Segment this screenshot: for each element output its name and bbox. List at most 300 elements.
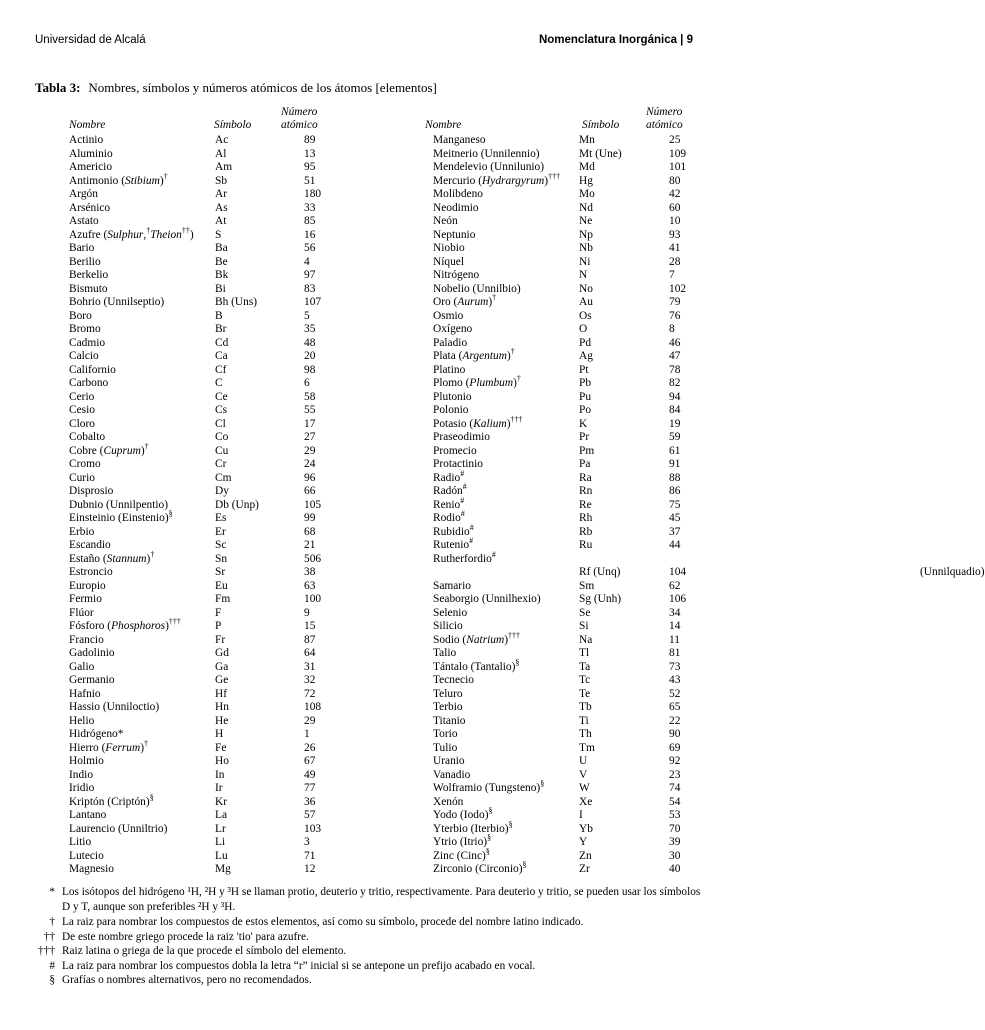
element-name: Neón: [433, 215, 458, 227]
element-symbol: Xe: [579, 795, 593, 808]
element-name: Cobre (Cuprum)†: [69, 441, 149, 457]
element-symbol: He: [215, 714, 229, 727]
element-symbol: Bi: [215, 282, 226, 295]
table-row: [0, 792, 728, 810]
col-symbol-right: Símbolo: [582, 119, 620, 131]
atomic-number: 13: [304, 147, 316, 160]
element-symbol: Bk: [215, 269, 229, 281]
atomic-number: 22: [669, 714, 681, 727]
element-name: Tántalo (Tantalio)§: [433, 657, 520, 673]
element-symbol: Sm: [579, 579, 595, 592]
atomic-number: 77: [304, 782, 316, 794]
element-symbol: Po: [579, 404, 592, 416]
latin-name: Cuprum: [103, 444, 141, 457]
element-symbol: Pr: [579, 431, 590, 443]
element-symbol: Cf: [215, 363, 227, 376]
element-symbol: Ga: [215, 660, 229, 673]
element-name: Laurencio (Unniltrio): [69, 822, 168, 835]
atomic-number: 54: [669, 795, 681, 808]
element-name: Oxígeno: [433, 323, 473, 335]
element-name: Europio: [69, 579, 106, 592]
atomic-number: 42: [669, 188, 681, 200]
footnote-mark: †: [163, 171, 168, 181]
element-name: Yterbio (Iterbio)§: [433, 819, 513, 835]
element-name: Xenón: [433, 795, 464, 808]
footnote-mark: †††: [510, 414, 523, 424]
atomic-number: 73: [669, 660, 681, 673]
table-row: [0, 607, 728, 621]
element-symbol: Nd: [579, 201, 593, 214]
elements-table: [0, 106, 985, 877]
element-symbol: Pb: [579, 377, 592, 389]
atomic-number: 10: [669, 215, 681, 227]
element-name: Mercurio (Hydrargyrum)†††: [433, 171, 561, 187]
atomic-number: 75: [669, 498, 681, 511]
atomic-number: 87: [304, 633, 316, 646]
atomic-number: 30: [669, 849, 681, 862]
atomic-number: 88: [669, 471, 681, 484]
element-symbol: Sr: [215, 566, 226, 578]
element-symbol: Nb: [579, 242, 593, 254]
col-number-bottom-right: atómico: [646, 119, 683, 131]
table-row: [0, 458, 728, 472]
element-symbol: Sn: [215, 552, 228, 565]
element-symbol: Si: [579, 620, 589, 632]
element-symbol: Ne: [579, 215, 593, 227]
element-symbol: Lr: [215, 822, 226, 835]
caption-text: Nombres, símbolos y números atómicos de los átomos [elementos]: [88, 80, 437, 95]
element-symbol: Fm: [215, 593, 231, 605]
element-symbol: No: [579, 282, 593, 295]
atomic-number: 12: [304, 863, 316, 875]
element-name: Zirconio (Circonio)§: [433, 860, 527, 875]
element-symbol: Cd: [215, 336, 229, 349]
element-name: Kriptón (Criptón)§: [69, 792, 154, 808]
atomic-number: 72: [304, 687, 316, 700]
table-row: [0, 549, 728, 567]
element-symbol: Hn: [215, 701, 229, 713]
atomic-number: 66: [304, 485, 316, 497]
atomic-number: 506: [304, 552, 322, 565]
element-symbol: U: [579, 755, 588, 767]
table-row: [0, 566, 985, 580]
element-name: Rodio#: [433, 509, 465, 524]
atomic-number: 89: [304, 134, 316, 146]
element-name: Magnesio: [69, 863, 114, 875]
atomic-number: 102: [669, 282, 687, 295]
page-header: [35, 34, 693, 50]
element-name: Indio: [69, 768, 94, 781]
footnote: [0, 885, 728, 915]
table-row: [0, 148, 728, 162]
element-symbol: Br: [215, 323, 227, 335]
atomic-number: 11: [669, 633, 680, 646]
element-name: Plomo (Plumbum)†: [433, 374, 521, 389]
element-symbol: Au: [579, 296, 593, 308]
atomic-number: 34: [669, 606, 681, 619]
atomic-number: 9: [304, 606, 310, 619]
element-name: Erbio: [69, 525, 95, 538]
element-name: Francio: [69, 633, 104, 646]
atomic-number: 44: [669, 539, 681, 551]
element-name: Actinio: [69, 134, 104, 146]
element-name: Teluro: [433, 687, 463, 700]
table-row: [0, 441, 728, 459]
atomic-number: 46: [669, 336, 681, 349]
element-symbol: Ar: [215, 188, 228, 200]
atomic-number: 78: [669, 363, 681, 376]
element-name: Samario: [433, 579, 471, 592]
atomic-number: 68: [304, 525, 316, 538]
atomic-number: 97: [304, 269, 316, 281]
atomic-number: 28: [669, 255, 681, 268]
element-symbol: Ca: [215, 350, 228, 362]
element-symbol: Cl: [215, 417, 226, 430]
atomic-number: 38: [304, 566, 316, 578]
element-name: Iridio: [69, 782, 95, 794]
footnote-mark: †: [144, 441, 149, 451]
element-name: Dubnio (Unnilpentio): [69, 498, 169, 511]
element-name: Berilio: [69, 255, 101, 268]
atomic-number: 39: [669, 836, 681, 848]
footnote-mark: #: [469, 536, 474, 546]
element-symbol: F: [215, 606, 222, 619]
table-row: [0, 171, 728, 189]
atomic-number: 56: [304, 242, 316, 254]
element-symbol: I: [579, 809, 583, 821]
atomic-number: 16: [304, 228, 316, 241]
element-name: Flúor: [69, 606, 94, 619]
element-name: Holmio: [69, 755, 104, 767]
table-row: [0, 819, 728, 837]
atomic-number: 47: [669, 350, 681, 362]
element-symbol: Rb: [579, 525, 593, 538]
element-symbol: Tb: [579, 701, 592, 713]
element-name: Hidrógeno*: [69, 728, 124, 740]
atomic-number: 100: [304, 593, 322, 605]
element-symbol: Sg (Unh): [579, 593, 622, 605]
atomic-number: 37: [669, 525, 681, 538]
atomic-number: 25: [669, 134, 681, 146]
element-symbol: Te: [579, 687, 591, 700]
atomic-number: 70: [669, 822, 681, 835]
element-name: Disprosio: [69, 485, 114, 497]
element-name: Uranio: [433, 755, 465, 767]
latin-name: Kalium: [473, 417, 507, 430]
header-section: Nomenclatura Inorgánica | 9: [538, 34, 693, 46]
element-symbol: Rf (Unq): [579, 566, 621, 578]
atomic-number: 57: [304, 809, 316, 821]
element-symbol: Tm: [579, 741, 595, 754]
element-name: Hafnio: [69, 687, 101, 700]
col-symbol-left: Símbolo: [214, 119, 252, 131]
element-name: Niobio: [433, 242, 465, 254]
element-symbol: Cu: [215, 444, 229, 457]
footnote-text: Los isótopos del hidrógeno ¹H, ²H y ³H se llaman protio, deuterio y tritio, respectivamente. Para deuterio y tritio, se pueden usar los símbolos D y T, aunque son preferibles ²H y ³H.: [62, 886, 701, 913]
atomic-number: 93: [669, 228, 681, 241]
element-name: Estroncio: [69, 566, 113, 578]
footnote-text: La raiz para nombrar los compuestos de estos elementos, así como su símbolo, procede del nombre latino indicado.: [62, 916, 584, 928]
element-symbol: Db (Unp): [215, 498, 259, 511]
atomic-number: 32: [304, 674, 316, 686]
element-symbol: Mn: [579, 134, 595, 146]
col-name-left: Nombre: [69, 119, 106, 131]
footnote-mark: #: [491, 549, 496, 559]
element-name: Praseodimio: [433, 431, 490, 443]
atomic-number: 51: [304, 174, 316, 187]
element-name: Boro: [69, 309, 92, 322]
element-symbol: Zr: [579, 863, 590, 875]
atomic-number: 71: [304, 849, 316, 862]
atomic-number: 84: [669, 404, 681, 416]
footnote-mark: §: [540, 779, 545, 789]
table-row: [0, 536, 728, 553]
footnote-mark: †: [516, 374, 521, 384]
footnote-mark: ††: [181, 225, 190, 235]
table-row: [0, 728, 728, 742]
footnote-text: Grafías o nombres alternativos, pero no recomendados.: [62, 974, 312, 987]
atomic-number: 83: [304, 282, 316, 295]
element-name: Oro (Aurum)†: [433, 293, 497, 308]
element-name: Plutonio: [433, 390, 472, 403]
element-name: Argón: [69, 188, 98, 200]
element-name: Níquel: [433, 255, 465, 268]
atomic-number: 80: [669, 174, 681, 187]
element-symbol: Li: [215, 836, 226, 848]
element-symbol: At: [215, 215, 227, 227]
footnote-mark: †: [510, 347, 515, 357]
table-row: [0, 769, 728, 783]
atomic-number: 14: [669, 620, 681, 632]
element-symbol: Pm: [579, 444, 595, 457]
footnote: [0, 930, 728, 945]
footnote-mark: §: [149, 792, 154, 802]
element-name: Radio#: [433, 468, 465, 484]
element-symbol: Sc: [215, 539, 227, 551]
element-name: Titanio: [433, 714, 466, 727]
footnote-mark: #: [460, 468, 465, 478]
element-symbol: P: [215, 620, 222, 632]
element-symbol: Cm: [215, 471, 232, 484]
atomic-number: 35: [304, 323, 316, 335]
element-symbol: Sb: [215, 174, 228, 187]
element-symbol: C: [215, 377, 223, 389]
element-symbol: Al: [215, 147, 227, 160]
atomic-number: 60: [669, 201, 681, 214]
latin-name: Phosphoros: [111, 620, 166, 632]
footnote-mark: #: [460, 495, 465, 505]
table-row: [0, 215, 728, 229]
atomic-number: 24: [304, 458, 316, 470]
footnote-mark: §: [508, 819, 513, 829]
element-symbol: Ba: [215, 242, 228, 254]
footnote-mark: †: [150, 549, 155, 559]
table-header: [0, 119, 728, 134]
element-symbol: Re: [579, 498, 592, 511]
table-row: [0, 755, 728, 769]
element-symbol: Yb: [579, 822, 593, 835]
atomic-number: 82: [669, 377, 681, 389]
table-row: [0, 688, 728, 702]
footnote-text: De este nombre griego procede la raiz 'tio' para azufre.: [62, 930, 309, 943]
element-symbol: Eu: [215, 579, 228, 592]
element-symbol: Ti: [579, 714, 589, 727]
atomic-number: 108: [304, 701, 322, 713]
element-symbol: H: [215, 728, 224, 740]
atomic-number: 104: [669, 566, 687, 578]
element-symbol: Pd: [579, 336, 592, 349]
footnote: [0, 944, 728, 959]
table-row: [0, 256, 728, 270]
element-name: Ytrio (Itrio)§: [433, 833, 492, 848]
table-row: [0, 269, 728, 283]
element-symbol: Na: [579, 633, 593, 646]
atomic-number: 109: [669, 147, 687, 160]
footnote: [0, 959, 728, 974]
table-header-top: [0, 106, 728, 119]
atomic-number: 29: [304, 444, 316, 457]
element-name: Potasio (Kalium)†††: [433, 414, 523, 430]
latin-name: Natrium: [466, 633, 505, 646]
atomic-number: 8: [669, 323, 675, 335]
atomic-number: 58: [304, 390, 316, 403]
atomic-number: 65: [669, 701, 681, 713]
element-name: Aluminio: [69, 147, 113, 160]
footnote-mark: †: [146, 225, 151, 235]
table-row: [0, 860, 728, 877]
table-row: [0, 134, 728, 148]
table-row: [0, 431, 728, 445]
element-name: Bismuto: [69, 282, 108, 295]
atomic-number: 61: [669, 444, 681, 457]
table-row: [0, 468, 728, 486]
footnote-mark: #: [460, 509, 465, 519]
element-symbol: Hg: [579, 174, 593, 187]
atomic-number: 36: [304, 795, 316, 808]
footnote-mark: §: [487, 833, 492, 843]
atomic-number: 26: [304, 741, 316, 754]
element-name: Galio: [69, 660, 95, 673]
element-symbol: Mt (Une): [579, 147, 622, 160]
table-body: [0, 134, 985, 877]
atomic-number: 59: [669, 431, 681, 443]
element-name: Selenio: [433, 606, 468, 619]
table-row: [0, 482, 728, 499]
table-row: [0, 283, 728, 297]
element-symbol: Ce: [215, 390, 228, 403]
table-row: [0, 364, 728, 378]
footnote-symbol: #: [49, 959, 55, 972]
latin-name: Argentum: [462, 350, 507, 362]
element-symbol: Tc: [579, 674, 591, 686]
atomic-number: 107: [304, 296, 322, 308]
atomic-number: 85: [304, 215, 316, 227]
element-name: Germanio: [69, 674, 115, 686]
latin-name: Hydrargyrum: [482, 174, 545, 187]
table-row: [0, 242, 728, 256]
element-name: Manganeso: [433, 134, 486, 146]
element-name: Renio#: [433, 495, 465, 511]
latin-name: Sulphur: [107, 228, 144, 241]
atomic-number: 15: [304, 620, 316, 632]
table-row: [0, 202, 728, 216]
element-name: Meitnerio (Unnilennio): [433, 147, 540, 160]
atomic-number: 91: [669, 458, 681, 470]
col-number-top-right: Número: [646, 106, 683, 118]
element-symbol: Er: [215, 525, 226, 538]
table-row: [0, 630, 728, 648]
table-row: [0, 806, 728, 823]
element-name: Carbono: [69, 377, 109, 389]
element-name: Tecnecio: [433, 674, 474, 686]
table-row: [0, 522, 728, 540]
atomic-number: 90: [669, 728, 681, 740]
latin-name: Ferrum: [105, 741, 141, 754]
element-name: Nobelio (Unnilbio): [433, 282, 521, 295]
atomic-number: 69: [669, 741, 681, 754]
col-number-top-left: Número: [281, 106, 318, 118]
element-name: Cerio: [69, 390, 95, 403]
element-name: Curio: [69, 471, 95, 484]
table-row: [0, 509, 728, 526]
atomic-number: 98: [304, 363, 316, 376]
element-name: Torio: [433, 728, 458, 740]
element-symbol: In: [215, 768, 225, 781]
table-row: [0, 580, 728, 594]
element-name: Californio: [69, 363, 116, 376]
header-institution: Universidad de Alcalá: [35, 34, 146, 46]
element-name: Rubidio#: [433, 522, 474, 538]
atomic-number: 92: [669, 755, 681, 767]
element-symbol: Rn: [579, 485, 593, 497]
atomic-number: 23: [669, 768, 681, 781]
element-symbol: Ir: [215, 782, 223, 794]
footnote-mark: †††: [168, 617, 181, 627]
table-row: [0, 779, 728, 796]
element-name: Cromo: [69, 458, 101, 470]
element-symbol: Hf: [215, 687, 228, 700]
element-name: Bohrio (Unnilseptio): [69, 296, 165, 308]
element-symbol: Ho: [215, 755, 229, 767]
element-symbol: Pt: [579, 363, 589, 376]
atomic-number: 81: [669, 647, 681, 659]
footnote-mark: §: [515, 657, 520, 667]
element-name: Paladio: [433, 336, 468, 349]
atomic-number: 53: [669, 809, 681, 821]
element-symbol: Mo: [579, 188, 595, 200]
element-name: Arsénico: [69, 201, 111, 214]
element-symbol: Zn: [579, 849, 592, 862]
element-name: Litio: [69, 836, 92, 848]
footnote-symbol: †††: [38, 945, 55, 958]
element-name: Berkelio: [69, 269, 109, 281]
table-caption: [35, 80, 437, 96]
atomic-number: 180: [304, 188, 322, 200]
caption-label: Tabla 3:: [35, 80, 81, 95]
latin-name: Plumbum: [469, 377, 514, 389]
element-name: Bromo: [69, 323, 101, 335]
atomic-number: 95: [304, 161, 316, 173]
table-row: [0, 647, 728, 661]
element-symbol: Ru: [579, 539, 593, 551]
element-name: Lantano: [69, 809, 107, 821]
table-row: [0, 293, 728, 310]
element-symbol: Os: [579, 309, 592, 322]
table-row: [0, 833, 728, 850]
element-name: Gadolinio: [69, 647, 115, 659]
element-symbol: Cr: [215, 458, 227, 470]
element-name: Lutecio: [69, 849, 104, 862]
